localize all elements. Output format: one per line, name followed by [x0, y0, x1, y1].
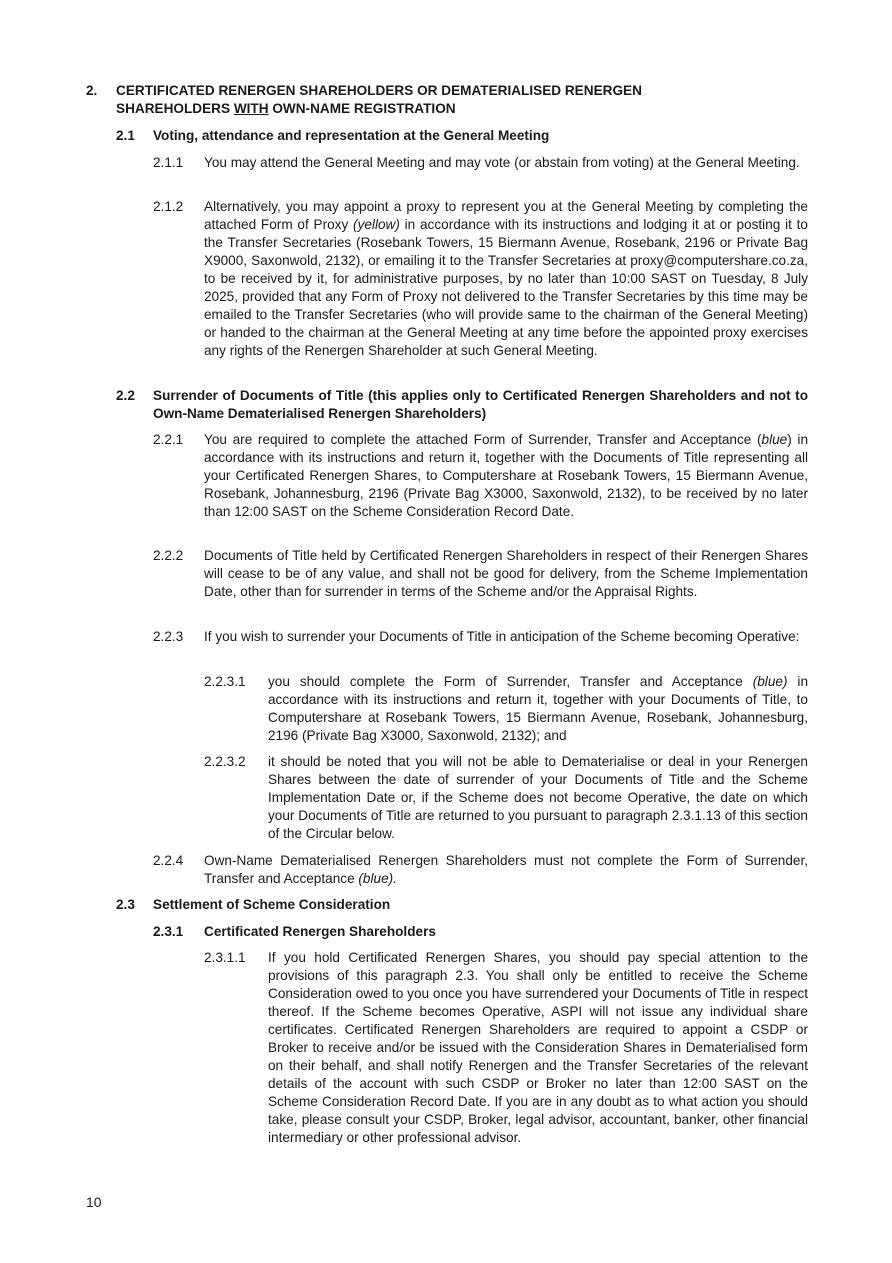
paragraph-2-2-3-2: 2.2.3.2 it should be noted that you will not be able to Dematerialise or deal in your Renergen Shares between the date of surrender of your Documents of Title and the Scheme Implementation Date or, if the Scheme does not become Operative, the date on which your Documents of Title are returned to you pursuant to paragraph 2.3.1.13 of this section of the Circular below. — [204, 754, 808, 841]
document-page: 2. CERTIFICATED RENERGEN SHAREHOLDERS OR DEMATERIALISED RENERGEN SHAREHOLDERS WITH OWN-NAME REGISTRATION 2.1 Voting, attendance and representation at the General Meeting 2.1.1 You may attend the General Meeting and may vote (or abstain from voting) at the General Meeting. 2.1.2 Alternatively, you may appoint a proxy to represent you at the General Meeting by completing the attached Form of Proxy (yellow) in accordance with its instructions and lodging it at or posting it to the Transfer Secretaries (Rosebank Towers, 15 Biermann Avenue, Rosebank, 2196 or Private Bag X9000, Saxonwold, 2132), or emailing it to the Transfer Secretaries at proxy@computershare.co.za, to be received by it, for administrative purposes, by no later than 10:00 SAST on Tuesday, 8 July 2025, provided that any Form of Proxy not delivered to the Transfer Secretaries by this time may be emailed to the Transfer Secretaries (who will provide same to the chairman of the General Meeting) or handed to the chairman at the General Meeting at any time before the appointed proxy exercises any rights of the Renergen Shareholder at such General Meeting. 2.2 Surrender of Documents of Title (this applies only to Certificated Renergen Shareholders and not to Own-Name Dematerialised Renergen Shareholders) 2.2.1 You are required to complete the attached Form of Surrender, Transfer and Acceptance (blue) in accordance with its instructions and return it, together with the Documents of Title representing all your Certificated Renergen Shares, to Computershare at Rosebank Towers, 15 Biermann Avenue, Rosebank, Johannesburg, 2196 (Private Bag X3000, Saxonwold, 2132), to be received by no later than 12:00 SAST on the Scheme Consideration Record Date. 2.2.2 Documents of Title held by Certificated Renergen Shareholders in respect of their Renergen Shares will cease to be of any value, and shall not be good for delivery, from the Scheme Implementation Date, other than for surrender in terms of the Scheme and/or the Appraisal Rights. 2.2.3 If you wish to surrender your Documents of Title in anticipation of the Scheme becoming Operative: 2.2.3.1 you should complete the Form of Surrender, Transfer and Acceptance (blue) in accordance with its instructions and return it, together with your Documents of Title, to Computershare at Rosebank Towers, 15 Biermann Avenue, Rosebank, Johannesburg, 2196 (Private Bag X3000, Saxonwold, 2132); and 2.2.3.2 it should be noted that you will not be able to Dematerialise or deal in your Renergen Shares between the date of surrender of your Documents of Title and the Scheme Implementation Date or, if the Scheme does not become Operative, the date on which your Documents of Title are returned to you pursuant to paragraph 2.3.1.13 of this section of the Circular below. 2.2.4 Own-Name Dematerialised Renergen Shareholders must not complete the Form of Surrender, Transfer and Acceptance (blue). 2.3 Settlement of Scheme Consideration 2.3.1 Certificated Renergen Shareholders 2.3.1.1 If you hold Certificated Renergen Shares, you should pay special attention to the provisions of this paragraph 2.3. You shall only be entitled to receive the Scheme Consideration owed to you once you have surrendered your Documents of Title in respect thereof. If the Scheme becomes Operative, ASPI will not issue any individual share certificates. Certificated Renergen Shareholders are required to appoint a CSDP or Broker to receive and/or be issued with the Consideration Shares in Dematerialised form on their behalf, and shall notify Renergen and the Transfer Secretaries of the relevant details of the account with such CSDP or Broker no later than 12:00 SAST on the Scheme Consideration Record Date. If you are in any doubt as to what action you should take, please consult your CSDP, Broker, legal advisor, accountant, banker, other financial intermediary or other professional advisor. 10 — [86, 83, 809, 1210]
section-number: 2. — [86, 83, 98, 98]
paragraph-2-3-1-1: 2.3.1.1 If you hold Certificated Renergen Shares, you should pay special attention to the provisions of this paragraph 2.3. You shall only be entitled to receive the Scheme Consideration owed to you once you have surrendered your Documents of Title in respect thereof. If the Scheme becomes Operative, ASPI will not issue any individual share certificates. Certificated Renergen Shareholders are required to appoint a CSDP or Broker to receive and/or be issued with the Consideration Shares in Dematerialised form on their behalf, and shall notify Renergen and the Transfer Secretaries of the relevant details of the account with such CSDP or Broker no later than 12:00 SAST on the Scheme Consideration Record Date. If you are in any doubt as to what action you should take, please consult your CSDP, Broker, legal advisor, accountant, banker, other financial intermediary or other professional advisor. — [204, 950, 808, 1145]
emphasis-with: WITH — [233, 101, 269, 116]
paragraph-2-2-3: 2.2.3 If you wish to surrender your Documents of Title in anticipation of the Scheme becoming Operative: — [153, 629, 800, 644]
paragraph-2-1-2: 2.1.2 Alternatively, you may appoint a proxy to represent you at the General Meeting by completing the attached Form of Proxy (yellow) in accordance with its instructions and lodging it at or posting it to the Transfer Secretaries (Rosebank Towers, 15 Biermann Avenue, Rosebank, 2196 or Private Bag X9000, Saxonwold, 2132), or emailing it to the Transfer Secretaries at proxy@computershare.co.za, to be received by it, for administrative purposes, by no later than 10:00 SAST on Tuesday, 8 July 2025, provided that any Form of Proxy not delivered to the Transfer Secretaries by this time may be emailed to the Transfer Secretaries (who will provide same to the chairman of the General Meeting) or handed to the chairman at the General Meeting at any time before the appointed proxy exercises any rights of the Renergen Shareholder at such General Meeting. — [153, 199, 808, 358]
paragraph-2-1-1: 2.1.1 You may attend the General Meeting and may vote (or abstain from voting) at the General Meeting. — [153, 155, 800, 170]
page-number: 10 — [86, 1194, 102, 1210]
section-title: CERTIFICATED RENERGEN SHAREHOLDERS OR DEMATERIALISED RENERGEN SHAREHOLDERS WITH OWN-NAME REGISTRATION — [116, 83, 642, 116]
paragraph-2-2-4: 2.2.4 Own-Name Dematerialised Renergen Shareholders must not complete the Form of Surrender, Transfer and Acceptance (blue). — [153, 853, 808, 886]
paragraph-2-2-2: 2.2.2 Documents of Title held by Certificated Renergen Shareholders in respect of their Renergen Shares will cease to be of any value, and shall not be good for delivery, from the Scheme Implementation Date, other than for surrender in terms of the Scheme and/or the Appraisal Rights. — [153, 548, 808, 599]
paragraph-2-2-3-1: 2.2.3.1 you should complete the Form of Surrender, Transfer and Acceptance (blue) in accordance with its instructions and return it, together with your Documents of Title, to Computershare at Rosebank Towers, 15 Biermann Avenue, Rosebank, Johannesburg, 2196 (Private Bag X3000, Saxonwold, 2132); and — [204, 674, 808, 743]
subsection-2-2-heading: 2.2 Surrender of Documents of Title (this applies only to Certificated Renergen Shareholders and not to Own-Name Dematerialised Renergen Shareholders) — [116, 388, 808, 421]
paragraph-2-2-1: 2.2.1 You are required to complete the attached Form of Surrender, Transfer and Acceptance (blue) in accordance with its instructions and return it, together with the Documents of Title representing all your Certificated Renergen Shares, to Computershare at Rosebank Towers, 15 Biermann Avenue, Rosebank, Johannesburg, 2196 (Private Bag X3000, Saxonwold, 2132), to be received by no later than 12:00 SAST on the Scheme Consideration Record Date. — [153, 432, 809, 519]
